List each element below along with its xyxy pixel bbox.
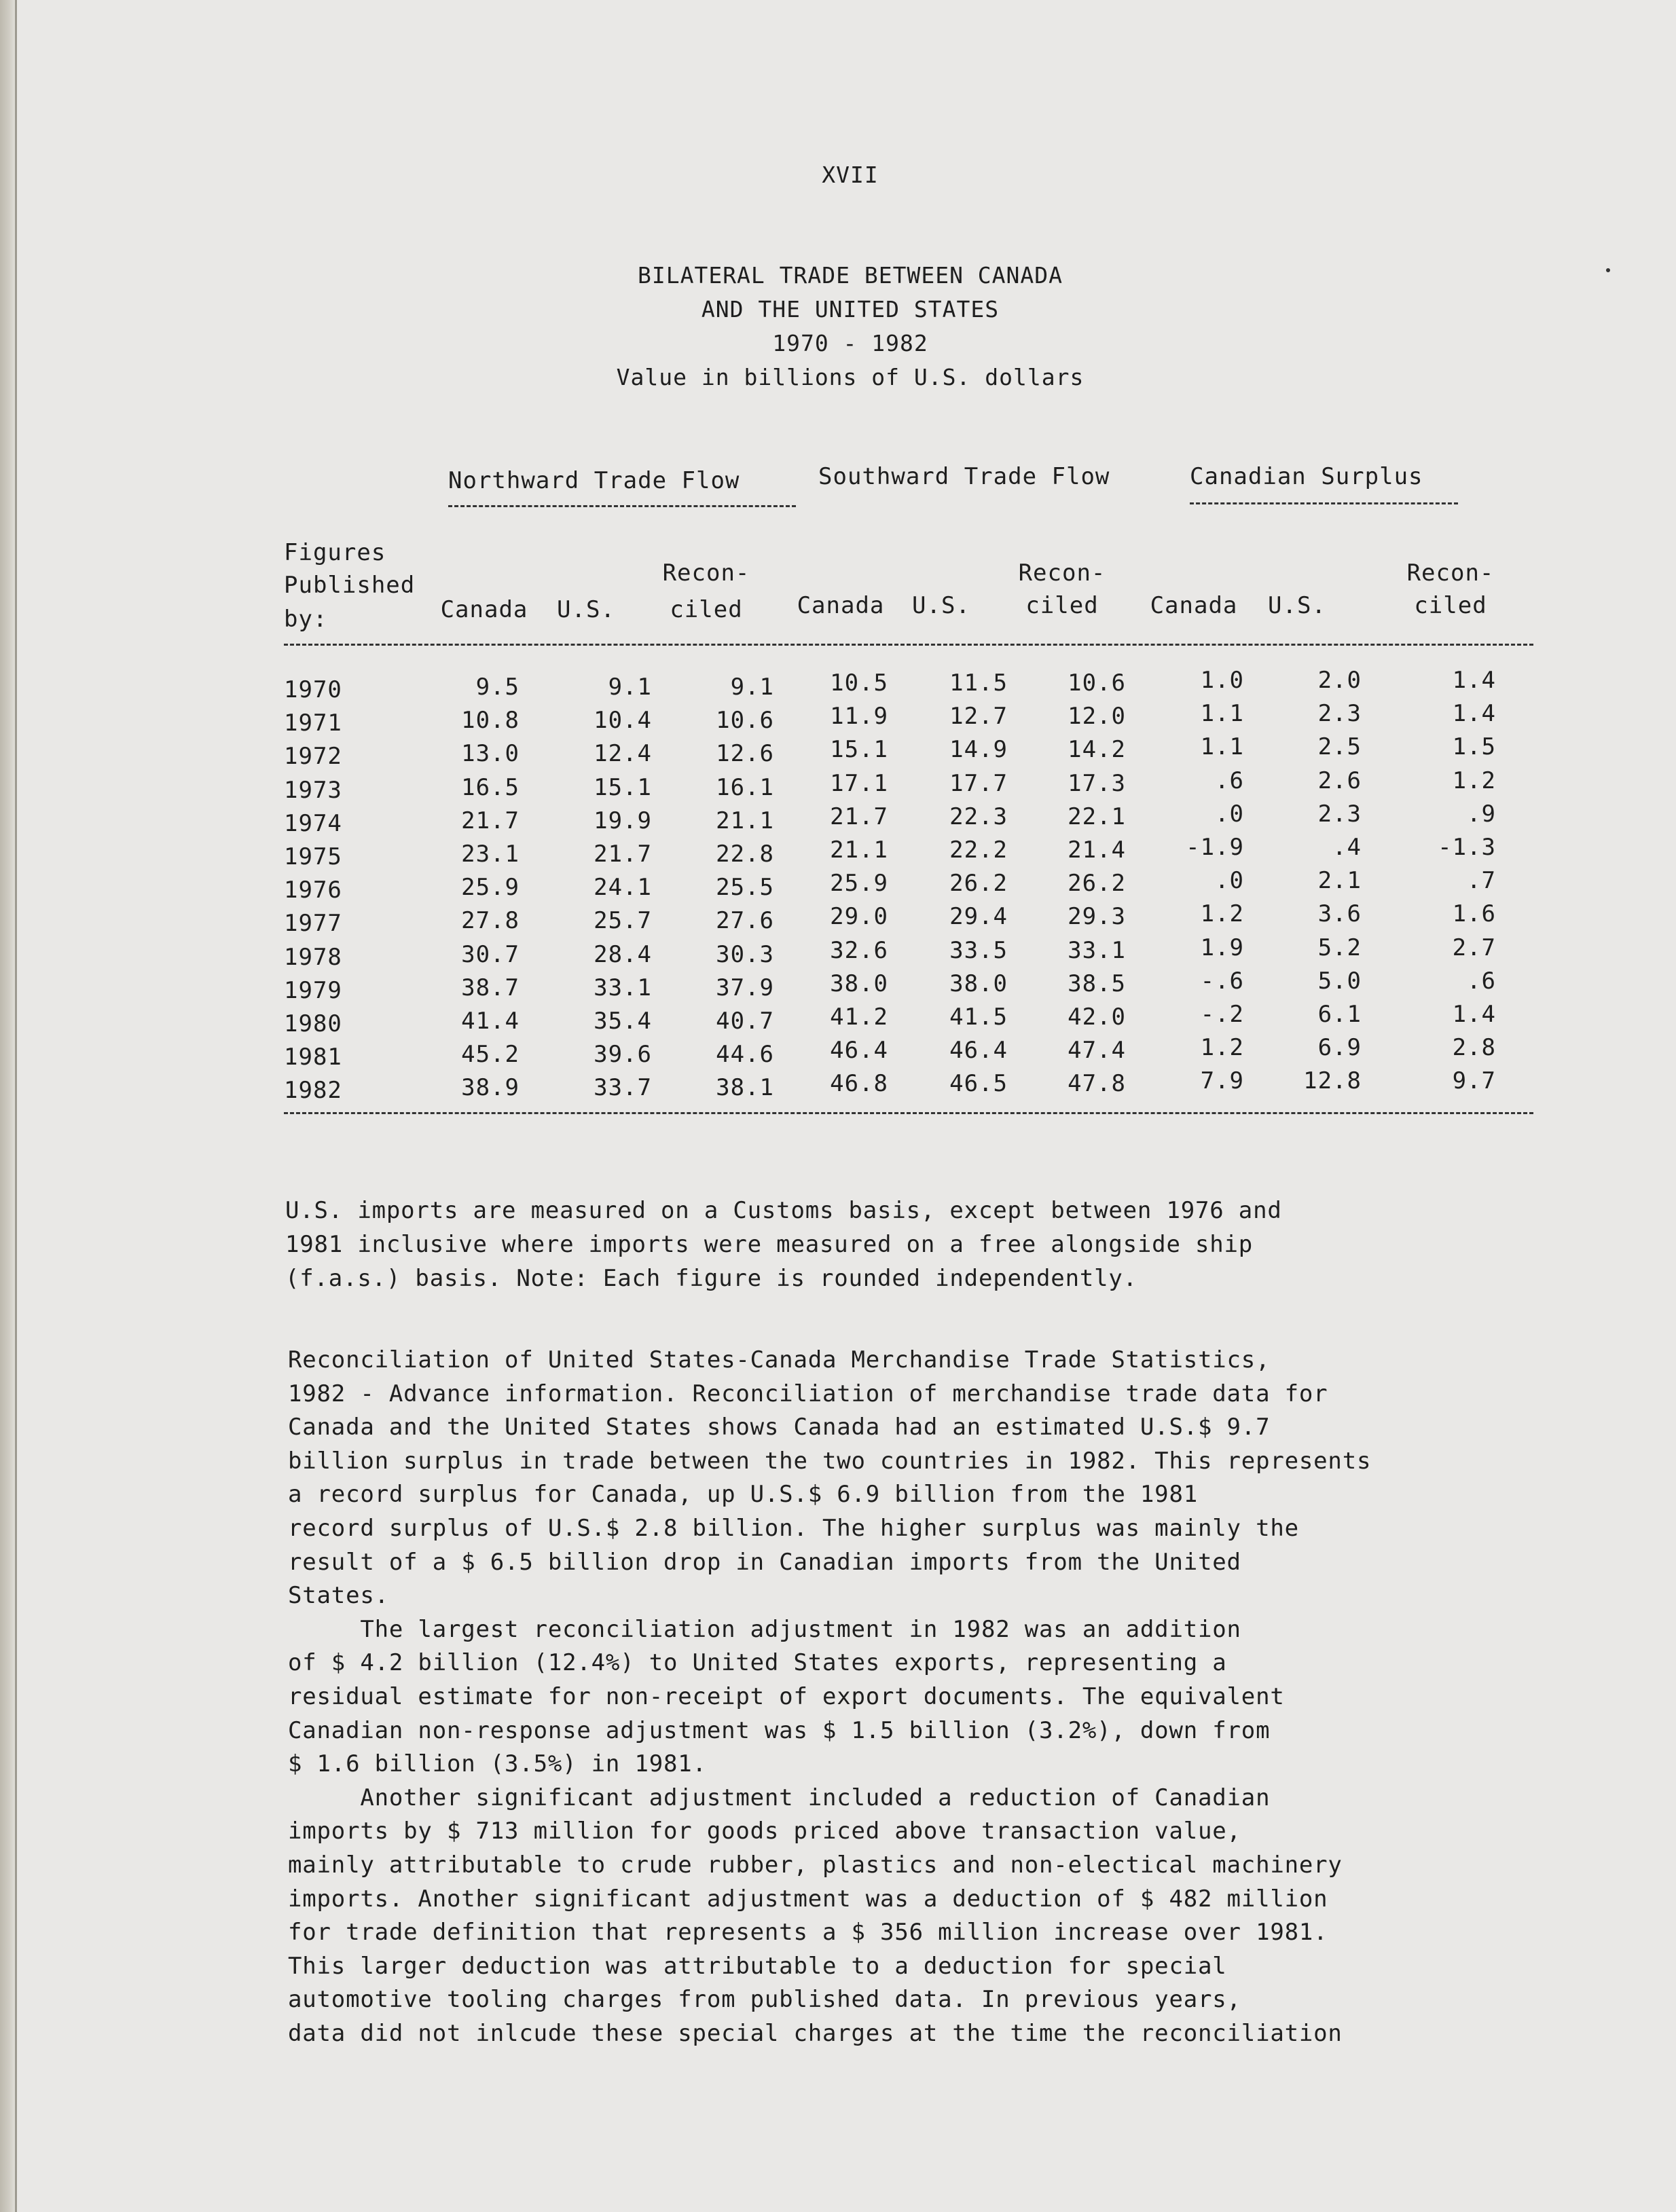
column-header-top: Recon- bbox=[662, 559, 750, 587]
table-cell: .0 bbox=[1215, 867, 1244, 894]
table-cell: 29.0 bbox=[830, 903, 888, 930]
body-line: mainly attributable to crude rubber, plastics and non-electical machinery bbox=[288, 1851, 1343, 1879]
table-cell: 12.6 bbox=[716, 740, 774, 767]
table-cell: 41.4 bbox=[461, 1008, 520, 1035]
table-cell: 25.5 bbox=[716, 874, 774, 901]
row-year: 1974 bbox=[284, 810, 342, 837]
group-rule-northward bbox=[448, 505, 796, 507]
note-line-2: 1981 inclusive where imports were measured on a free alongside ship bbox=[285, 1231, 1254, 1258]
table-cell: 11.5 bbox=[949, 669, 1008, 697]
table-cell: 38.7 bbox=[461, 974, 520, 1001]
table-cell: 33.1 bbox=[594, 974, 652, 1001]
table-cell: 2.7 bbox=[1452, 934, 1496, 961]
table-cell: 1.0 bbox=[1200, 667, 1244, 694]
column-header: U.S. bbox=[1268, 592, 1326, 619]
table-cell: 22.2 bbox=[949, 836, 1008, 864]
table-cell: 3.6 bbox=[1317, 900, 1362, 927]
table-cell: -.6 bbox=[1200, 967, 1244, 995]
table-cell: 10.5 bbox=[830, 669, 888, 697]
table-cell: 5.0 bbox=[1317, 967, 1362, 995]
table-cell: .6 bbox=[1467, 967, 1496, 995]
title-line-3: 1970 - 1982 bbox=[772, 330, 928, 356]
table-cell: 1.1 bbox=[1200, 700, 1244, 727]
table-cell: 38.5 bbox=[1068, 970, 1126, 997]
table-cell: 1.4 bbox=[1452, 667, 1496, 694]
table-cell: 6.9 bbox=[1317, 1034, 1362, 1061]
column-header: Canada bbox=[797, 592, 885, 619]
table-cell: 25.9 bbox=[461, 874, 520, 901]
table-cell: 17.7 bbox=[949, 770, 1008, 797]
table-cell: 27.6 bbox=[716, 907, 774, 934]
table-cell: 46.4 bbox=[949, 1037, 1008, 1064]
table-cell: 2.0 bbox=[1317, 667, 1362, 694]
table-cell: 21.1 bbox=[830, 836, 888, 864]
table-cell: 26.2 bbox=[949, 870, 1008, 897]
table-cell: 2.6 bbox=[1317, 767, 1362, 794]
table-cell: 21.4 bbox=[1068, 836, 1126, 864]
table-cell: 47.4 bbox=[1068, 1037, 1126, 1064]
body-line: for trade definition that represents a $ 356 million increase over 1981. bbox=[288, 1919, 1328, 1946]
row-year: 1975 bbox=[284, 843, 342, 870]
body-line: Canada and the United States shows Canada had an estimated U.S.$ 9.7 bbox=[288, 1414, 1271, 1441]
table-top-rule bbox=[284, 644, 1533, 646]
table-cell: 9.1 bbox=[608, 674, 652, 701]
table-cell: 22.3 bbox=[949, 803, 1008, 830]
table-cell: 30.3 bbox=[716, 941, 774, 968]
table-cell: 47.8 bbox=[1068, 1070, 1126, 1097]
table-cell: 41.5 bbox=[949, 1003, 1008, 1031]
table-cell: 10.6 bbox=[716, 707, 774, 734]
body-line: data did not inlcude these special charges at the time the reconciliation bbox=[288, 2020, 1343, 2047]
title-line-4: Value in billions of U.S. dollars bbox=[616, 364, 1085, 390]
table-cell: 19.9 bbox=[594, 807, 652, 834]
table-cell: 17.3 bbox=[1068, 770, 1126, 797]
table-cell: 33.7 bbox=[594, 1074, 652, 1101]
table-cell: 1.1 bbox=[1200, 733, 1244, 760]
row-year: 1976 bbox=[284, 877, 342, 904]
table-cell: 44.6 bbox=[716, 1041, 774, 1068]
column-header: U.S. bbox=[557, 596, 615, 623]
table-cell: 14.9 bbox=[949, 736, 1008, 763]
body-line: billion surplus in trade between the two countries in 1982. This represents bbox=[288, 1448, 1372, 1475]
table-cell: 13.0 bbox=[461, 740, 520, 767]
table-cell: 9.5 bbox=[475, 674, 520, 701]
row-year: 1973 bbox=[284, 777, 342, 804]
table-cell: .7 bbox=[1467, 867, 1496, 894]
table-cell: 9.1 bbox=[730, 674, 774, 701]
table-cell: 29.4 bbox=[949, 903, 1008, 930]
row-year: 1979 bbox=[284, 977, 342, 1004]
table-cell: 2.3 bbox=[1317, 700, 1362, 727]
column-header: Canada bbox=[440, 596, 528, 623]
body-line: imports. Another significant adjustment was a deduction of $ 482 million bbox=[288, 1885, 1328, 1913]
table-cell: 25.7 bbox=[594, 907, 652, 934]
table-cell: 28.4 bbox=[594, 941, 652, 968]
body-line: States. bbox=[288, 1582, 389, 1609]
table-cell: 14.2 bbox=[1068, 736, 1126, 763]
table-cell: 46.4 bbox=[830, 1037, 888, 1064]
row-year: 1982 bbox=[284, 1077, 342, 1104]
table-cell: 21.7 bbox=[830, 803, 888, 830]
table-cell: 21.7 bbox=[594, 841, 652, 868]
column-header: U.S. bbox=[912, 592, 970, 619]
table-cell: 12.4 bbox=[594, 740, 652, 767]
row-year: 1971 bbox=[284, 709, 342, 737]
column-header-top: Recon- bbox=[1018, 559, 1106, 587]
table-cell: 29.3 bbox=[1068, 903, 1126, 930]
table-cell: 9.7 bbox=[1452, 1067, 1496, 1094]
title-line-2: AND THE UNITED STATES bbox=[701, 296, 1000, 322]
table-cell: 12.7 bbox=[949, 703, 1008, 730]
page-number: XVII bbox=[822, 162, 879, 188]
table-cell: 40.7 bbox=[716, 1008, 774, 1035]
body-line: Canadian non-response adjustment was $ 1.5 billion (3.2%), down from bbox=[288, 1717, 1271, 1744]
table-cell: 27.8 bbox=[461, 907, 520, 934]
table-cell: 46.5 bbox=[949, 1070, 1008, 1097]
body-line: This larger deduction was attributable to a deduction for special bbox=[288, 1953, 1227, 1980]
table-cell: 21.7 bbox=[461, 807, 520, 834]
table-bottom-rule bbox=[284, 1112, 1533, 1114]
table-cell: 16.5 bbox=[461, 774, 520, 801]
table-cell: 1.6 bbox=[1452, 900, 1496, 927]
table-cell: 15.1 bbox=[594, 774, 652, 801]
table-cell: 37.9 bbox=[716, 974, 774, 1001]
table-cell: 35.4 bbox=[594, 1008, 652, 1035]
body-line: imports by $ 713 million for goods priced above transaction value, bbox=[288, 1818, 1241, 1845]
table-cell: 6.1 bbox=[1317, 1001, 1362, 1028]
table-cell: 17.1 bbox=[830, 770, 888, 797]
body-line: of $ 4.2 billion (12.4%) to United States exports, representing a bbox=[288, 1649, 1227, 1676]
table-cell: 41.2 bbox=[830, 1003, 888, 1031]
table-cell: 1.4 bbox=[1452, 700, 1496, 727]
column-header: ciled bbox=[670, 596, 743, 623]
table-cell: 24.1 bbox=[594, 874, 652, 901]
table-cell: 38.0 bbox=[830, 970, 888, 997]
table-cell: 1.4 bbox=[1452, 1001, 1496, 1028]
body-line: Another significant adjustment included a reduction of Canadian bbox=[288, 1784, 1271, 1811]
table-cell: 11.9 bbox=[830, 703, 888, 730]
row-year: 1978 bbox=[284, 944, 342, 971]
body-line: record surplus of U.S.$ 2.8 billion. The higher surplus was mainly the bbox=[288, 1515, 1299, 1542]
table-cell: 16.1 bbox=[716, 774, 774, 801]
table-cell: 30.7 bbox=[461, 941, 520, 968]
column-header: ciled bbox=[1025, 592, 1099, 619]
table-cell: 42.0 bbox=[1068, 1003, 1126, 1031]
body-line: residual estimate for non-receipt of export documents. The equivalent bbox=[288, 1683, 1285, 1710]
group-header-northward: Northward Trade Flow bbox=[448, 467, 740, 494]
body-line: Reconciliation of United States-Canada Merchandise Trade Statistics, bbox=[288, 1346, 1271, 1374]
table-cell: 1.2 bbox=[1200, 1034, 1244, 1061]
table-cell: 38.0 bbox=[949, 970, 1008, 997]
body-line: a record surplus for Canada, up U.S.$ 6.9 billion from the 1981 bbox=[288, 1481, 1198, 1508]
table-cell: 2.3 bbox=[1317, 800, 1362, 828]
table-cell: 26.2 bbox=[1068, 870, 1126, 897]
table-cell: 2.1 bbox=[1317, 867, 1362, 894]
table-cell: 1.2 bbox=[1452, 767, 1496, 794]
table-cell: 10.4 bbox=[594, 707, 652, 734]
table-cell: 33.1 bbox=[1068, 937, 1126, 964]
table-cell: 21.1 bbox=[716, 807, 774, 834]
table-cell: .0 bbox=[1215, 800, 1244, 828]
table-cell: 12.0 bbox=[1068, 703, 1126, 730]
body-line: automotive tooling charges from published data. In previous years, bbox=[288, 1986, 1241, 2013]
table-cell: 2.5 bbox=[1317, 733, 1362, 760]
table-cell: 1.2 bbox=[1200, 900, 1244, 927]
note-line-1: U.S. imports are measured on a Customs basis, except between 1976 and bbox=[285, 1197, 1282, 1224]
table-cell: 10.8 bbox=[461, 707, 520, 734]
group-header-southward: Southward Trade Flow bbox=[818, 463, 1110, 490]
title-line-1: BILATERAL TRADE BETWEEN CANADA bbox=[637, 262, 1063, 289]
row-year: 1981 bbox=[284, 1044, 342, 1071]
table-cell: .6 bbox=[1215, 767, 1244, 794]
table-cell: 12.8 bbox=[1303, 1067, 1362, 1094]
table-cell: 38.1 bbox=[716, 1074, 774, 1101]
table-cell: -.2 bbox=[1200, 1001, 1244, 1028]
table-cell: 38.9 bbox=[461, 1074, 520, 1101]
table-cell: 2.8 bbox=[1452, 1034, 1496, 1061]
table-cell: 1.9 bbox=[1200, 934, 1244, 961]
group-rule-surplus bbox=[1190, 502, 1458, 504]
table-cell: 46.8 bbox=[830, 1070, 888, 1097]
table-cell: 39.6 bbox=[594, 1041, 652, 1068]
table-cell: 33.5 bbox=[949, 937, 1008, 964]
row-year: 1970 bbox=[284, 676, 342, 703]
body-line: $ 1.6 billion (3.5%) in 1981. bbox=[288, 1750, 707, 1777]
table-cell: .4 bbox=[1332, 834, 1362, 861]
table-cell: 1.5 bbox=[1452, 733, 1496, 760]
body-line: 1982 - Advance information. Reconciliation of merchandise trade data for bbox=[288, 1380, 1328, 1407]
table-cell: -1.9 bbox=[1186, 834, 1244, 861]
column-header-top: Recon- bbox=[1406, 559, 1495, 587]
row-year: 1972 bbox=[284, 743, 342, 770]
row-year: 1977 bbox=[284, 910, 342, 937]
table-cell: 22.1 bbox=[1068, 803, 1126, 830]
table-cell: 23.1 bbox=[461, 841, 520, 868]
column-header: Canada bbox=[1150, 592, 1238, 619]
body-line: The largest reconciliation adjustment in 1982 was an addition bbox=[288, 1616, 1241, 1643]
table-cell: 25.9 bbox=[830, 870, 888, 897]
group-header-surplus: Canadian Surplus bbox=[1190, 463, 1423, 490]
table-cell: 10.6 bbox=[1068, 669, 1126, 697]
body-line: result of a $ 6.5 billion drop in Canadian imports from the United bbox=[288, 1549, 1241, 1576]
stub-header-line-1: Figures bbox=[284, 539, 386, 566]
column-header: ciled bbox=[1414, 592, 1487, 619]
table-cell: 32.6 bbox=[830, 937, 888, 964]
table-cell: .9 bbox=[1467, 800, 1496, 828]
table-cell: 7.9 bbox=[1200, 1067, 1244, 1094]
table-cell: 15.1 bbox=[830, 736, 888, 763]
table-cell: -1.3 bbox=[1438, 834, 1496, 861]
table-cell: 5.2 bbox=[1317, 934, 1362, 961]
note-line-3: (f.a.s.) basis. Note: Each figure is rounded independently. bbox=[285, 1265, 1137, 1292]
table-cell: 45.2 bbox=[461, 1041, 520, 1068]
stub-header-line-2: Published bbox=[284, 572, 416, 599]
row-year: 1980 bbox=[284, 1010, 342, 1037]
stub-header-line-3: by: bbox=[284, 606, 328, 633]
table-cell: 22.8 bbox=[716, 841, 774, 868]
